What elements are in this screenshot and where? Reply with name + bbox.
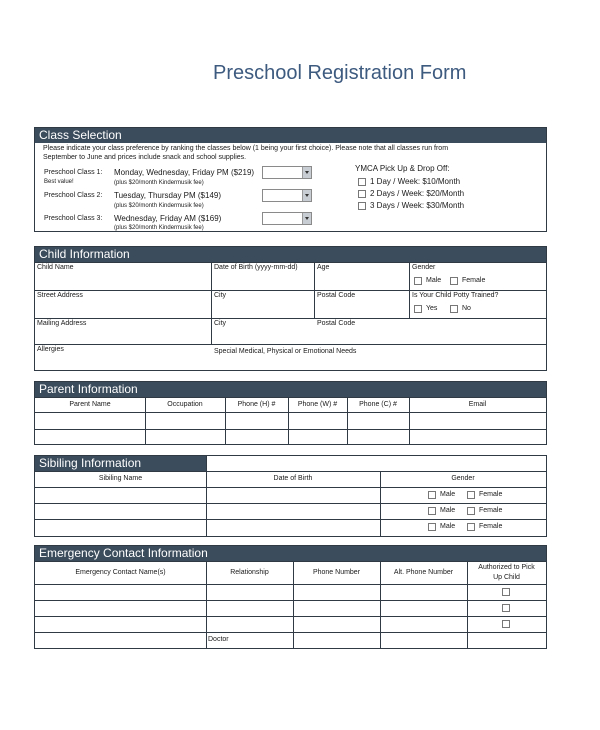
doctor-label: Doctor — [208, 636, 229, 643]
authorized-pickup-3-checkbox[interactable] — [502, 620, 510, 628]
mailing-postal-code-field[interactable]: Postal Code — [317, 320, 356, 327]
ymca-option-1-checkbox[interactable] — [358, 178, 366, 186]
divider — [35, 471, 546, 472]
divider — [35, 503, 546, 504]
divider — [35, 584, 546, 585]
gender-female-checkbox[interactable] — [450, 277, 458, 285]
sibling-dob-header: Date of Birth — [273, 475, 313, 482]
parent-information-heading: Parent Information — [35, 382, 546, 397]
special-needs-field[interactable]: Special Medical, Physical or Emotional Needs — [214, 348, 357, 355]
class-1-fee-note: (plus $20/month Kindermusik fee) — [114, 180, 204, 186]
child-name-field[interactable]: Child Name — [37, 264, 74, 271]
parent-name-header: Parent Name — [69, 401, 111, 408]
ymca-option-2-checkbox[interactable] — [358, 190, 366, 198]
gender-male-label: Male — [426, 277, 442, 284]
divider — [35, 262, 546, 263]
divider — [35, 429, 546, 430]
authorized-pickup-1-checkbox[interactable] — [502, 588, 510, 596]
authorized-pickup-2-checkbox[interactable] — [502, 604, 510, 612]
divider — [35, 600, 546, 601]
divider — [35, 397, 546, 398]
class-intro-line-2: September to June and prices include snack and school supplies. — [43, 154, 247, 161]
class-2-label: Preschool Class 2: — [44, 192, 103, 199]
divider — [409, 262, 410, 318]
sibling-2-female-label: Female — [479, 507, 503, 514]
class-3-label: Preschool Class 3: — [44, 215, 103, 222]
potty-yes-checkbox[interactable] — [414, 305, 422, 313]
class-1-label: Preschool Class 1: — [44, 169, 103, 176]
relationship-header: Relationship — [230, 569, 269, 576]
postal-code-field[interactable]: Postal Code — [317, 292, 356, 299]
divider — [206, 456, 207, 536]
divider — [35, 561, 546, 562]
potty-yes-label: Yes — [426, 305, 438, 312]
chevron-down-icon — [302, 190, 311, 201]
sibling-1-male-checkbox[interactable] — [428, 491, 436, 499]
sibling-2-female-checkbox[interactable] — [467, 507, 475, 515]
emergency-contact-heading: Emergency Contact Information — [35, 546, 546, 561]
class-2-rank-dropdown[interactable] — [262, 189, 312, 202]
emergency-contact-section — [34, 545, 547, 649]
potty-no-checkbox[interactable] — [450, 305, 458, 313]
date-of-birth-field[interactable]: Date of Birth (yyyy-mm-dd) — [214, 264, 298, 271]
allergies-field[interactable]: Allergies — [37, 346, 64, 353]
sibling-1-male-label: Male — [440, 491, 456, 498]
sibling-1-female-label: Female — [479, 491, 503, 498]
sibling-1-female-checkbox[interactable] — [467, 491, 475, 499]
divider — [35, 344, 546, 345]
city-field[interactable]: City — [214, 292, 227, 299]
ymca-title: YMCA Pick Up & Drop Off: — [355, 164, 450, 173]
sibling-3-female-label: Female — [479, 523, 503, 530]
occupation-header: Occupation — [167, 401, 203, 408]
divider — [35, 318, 546, 319]
class-3-schedule: Wednesday, Friday AM ($169) — [114, 214, 222, 223]
email-header: Email — [468, 401, 487, 408]
potty-no-label: No — [462, 305, 471, 312]
mailing-address-field[interactable]: Mailing Address — [37, 320, 87, 327]
street-address-field[interactable]: Street Address — [37, 292, 83, 299]
class-2-schedule: Tuesday, Thursday PM ($149) — [114, 191, 222, 200]
ymca-option-1-label: 1 Day / Week: $10/Month — [370, 177, 461, 186]
sibling-information-heading: Sibiling Information — [35, 456, 206, 471]
gender-male-checkbox[interactable] — [414, 277, 422, 285]
chevron-down-icon — [302, 167, 311, 178]
class-1-schedule: Monday, Wednesday, Friday PM ($219) — [114, 168, 255, 177]
mailing-city-field[interactable]: City — [214, 320, 227, 327]
sibling-3-male-checkbox[interactable] — [428, 523, 436, 531]
sibling-information-section — [34, 455, 547, 537]
age-field[interactable]: Age — [317, 264, 330, 271]
class-intro-line-1: Please indicate your class preference by ranking the classes below (1 being your first choice). Please note that all classes run from — [43, 145, 449, 152]
page-title: Preschool Registration Form — [213, 62, 467, 84]
ymca-option-3-label: 3 Days / Week: $30/Month — [370, 201, 465, 210]
contact-name-header: Emergency Contact Name(s) — [75, 569, 166, 576]
class-1-best-value: Best value! — [44, 179, 74, 185]
divider — [35, 412, 546, 413]
sibling-3-female-checkbox[interactable] — [467, 523, 475, 531]
class-1-rank-dropdown[interactable] — [262, 166, 312, 179]
sibling-name-header: Sibiling Name — [98, 475, 143, 482]
sibling-2-male-label: Male — [440, 507, 456, 514]
class-3-fee-note: (plus $20/month Kindermusik fee) — [114, 225, 204, 231]
authorized-pickup-header: Authorized to Pick Up Child — [478, 564, 535, 581]
phone-cell-header: Phone (C) # — [359, 401, 397, 408]
sibling-2-male-checkbox[interactable] — [428, 507, 436, 515]
class-selection-section — [34, 127, 547, 232]
sibling-3-male-label: Male — [440, 523, 456, 530]
alt-phone-header: Alt. Phone Number — [393, 569, 454, 576]
divider — [35, 632, 546, 633]
potty-trained-label: Is Your Child Potty Trained? — [412, 292, 499, 299]
parent-information-section — [34, 381, 547, 445]
ymca-option-2-label: 2 Days / Week: $20/Month — [370, 189, 465, 198]
divider — [211, 262, 212, 344]
class-2-fee-note: (plus $20/month Kindermusik fee) — [114, 203, 204, 209]
gender-label: Gender — [412, 264, 436, 271]
phone-number-header: Phone Number — [312, 569, 361, 576]
sibling-gender-header: Gender — [451, 475, 475, 482]
ymca-option-3-checkbox[interactable] — [358, 202, 366, 210]
divider — [35, 290, 546, 291]
child-information-section — [34, 246, 547, 371]
class-selection-heading: Class Selection — [35, 128, 546, 143]
phone-home-header: Phone (H) # — [237, 401, 276, 408]
divider — [35, 519, 546, 520]
phone-work-header: Phone (W) # — [297, 401, 338, 408]
divider — [314, 262, 315, 318]
class-3-rank-dropdown[interactable] — [262, 212, 312, 225]
divider — [467, 561, 468, 648]
gender-female-label: Female — [462, 277, 486, 284]
divider — [35, 616, 546, 617]
divider — [35, 487, 546, 488]
child-information-heading: Child Information — [35, 247, 546, 262]
chevron-down-icon — [302, 213, 311, 224]
